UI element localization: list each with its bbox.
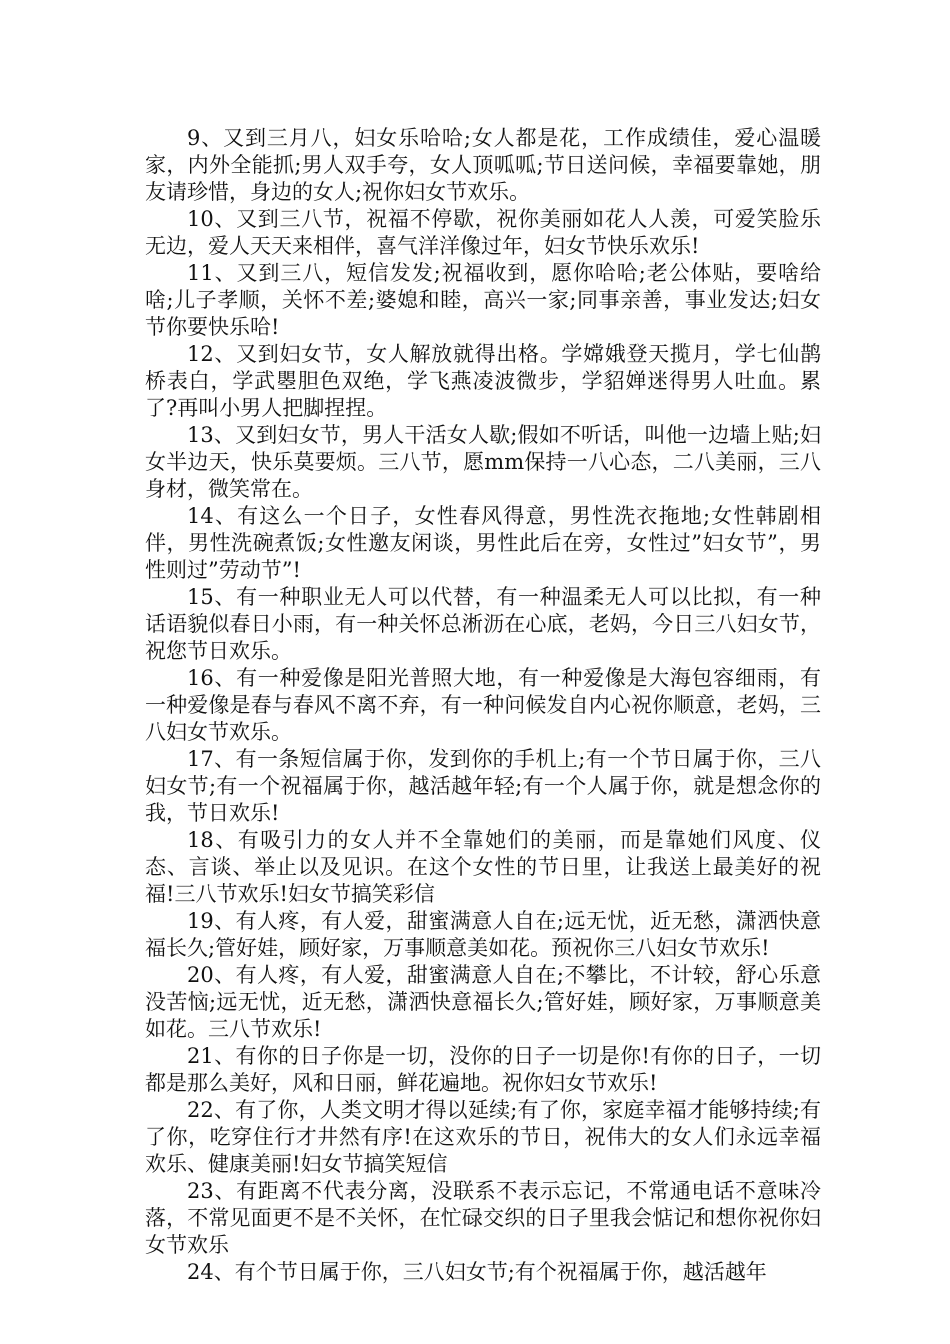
- paragraph-12: 12、又到妇女节，女人解放就得出格。学嫦娥登天揽月，学七仙鹊桥表白，学武瞾胆色双绝，学飞燕凌波微步，学貂婵迷得男人吐血。累了?再叫小男人把脚捏捏。: [145, 342, 821, 420]
- paragraph-18: 18、有吸引力的女人并不全靠她们的美丽，而是靠她们风度、仪态、言谈、举止以及见识。在这个女性的节日里，让我送上最美好的祝福!三八节欢乐!妇女节搞笑彩信: [145, 828, 821, 906]
- paragraph-10: 10、又到三八节，祝福不停歇，祝你美丽如花人人羡，可爱笑脸乐无边，爱人天天来相伴，喜气洋洋像过年，妇女节快乐欢乐!: [145, 207, 821, 258]
- paragraph-24: 24、有个节日属于你，三八妇女节;有个祝福属于你，越活越年: [187, 1260, 767, 1284]
- paragraph-16: 16、有一种爱像是阳光普照大地，有一种爱像是大海包容细雨，有一种爱像是春与春风不离不弃，有一种问候发自内心祝你顺意，老妈，三八妇女节欢乐。: [145, 666, 821, 744]
- document-body: [145, 125, 821, 1286]
- paragraph-22: 22、有了你，人类文明才得以延续;有了你，家庭幸福才能够持续;有了你，吃穿住行才井然有序!在这欢乐的节日，祝伟大的女人们永远幸福欢乐、健康美丽!妇女节搞笑短信: [145, 1098, 821, 1176]
- paragraph-23: 23、有距离不代表分离，没联系不表示忘记，不常通电话不意味冷落，不常见面更不是不关怀，在忙碌交织的日子里我会惦记和想你祝你妇女节欢乐: [145, 1179, 821, 1257]
- paragraph-11: 11、又到三八，短信发发;祝福收到，愿你哈哈;老公体贴，要啥给啥;儿子孝顺，关怀不差;婆媳和睦，高兴一家;同事亲善，事业发达;妇女节你要快乐哈!: [145, 261, 821, 339]
- paragraph-14: 14、有这么一个日子，女性春风得意，男性洗衣拖地;女性韩剧相伴，男性洗碗煮饭;女性邀友闲谈，男性此后在旁，女性过”妇女节”，男性则过”劳动节”!: [145, 504, 821, 582]
- paragraph-15: 15、有一种职业无人可以代替，有一种温柔无人可以比拟，有一种话语貌似春日小雨，有一种关怀总淅沥在心底，老妈，今日三八妇女节，祝您节日欢乐。: [145, 585, 821, 663]
- paragraph-19: 19、有人疼，有人爱，甜蜜满意人自在;远无忧，近无愁，潇洒快意福长久;管好娃，顾好家，万事顺意美如花。预祝你三八妇女节欢乐!: [145, 909, 821, 960]
- paragraph-13: 13、又到妇女节，男人干活女人歇;假如不听话，叫他一边墙上贴;妇女半边天，快乐莫要烦。三八节，愿mm保持一八心态，二八美丽，三八身材，微笑常在。: [145, 423, 821, 501]
- paragraph-17: 17、有一条短信属于你，发到你的手机上;有一个节日属于你，三八妇女节;有一个祝福属于你，越活越年轻;有一个人属于你，就是想念你的我，节日欢乐!: [145, 747, 821, 825]
- paragraph-20: 20、有人疼，有人爱，甜蜜满意人自在;不攀比，不计较，舒心乐意没苦恼;远无忧，近无愁，潇洒快意福长久;管好娃，顾好家，万事顺意美如花。三八节欢乐!: [145, 963, 821, 1041]
- paragraph-9: 9、又到三月八，妇女乐哈哈;女人都是花，工作成绩佳，爱心温暖家，内外全能抓;男人双手夸，女人顶呱呱;节日送问候，幸福要靠她，朋友请珍惜，身边的女人;祝你妇女节欢乐。: [145, 126, 821, 204]
- paragraph-21: 21、有你的日子你是一切，没你的日子一切是你!有你的日子，一切都是那么美好，风和日丽，鲜花遍地。祝你妇女节欢乐!: [145, 1044, 821, 1095]
